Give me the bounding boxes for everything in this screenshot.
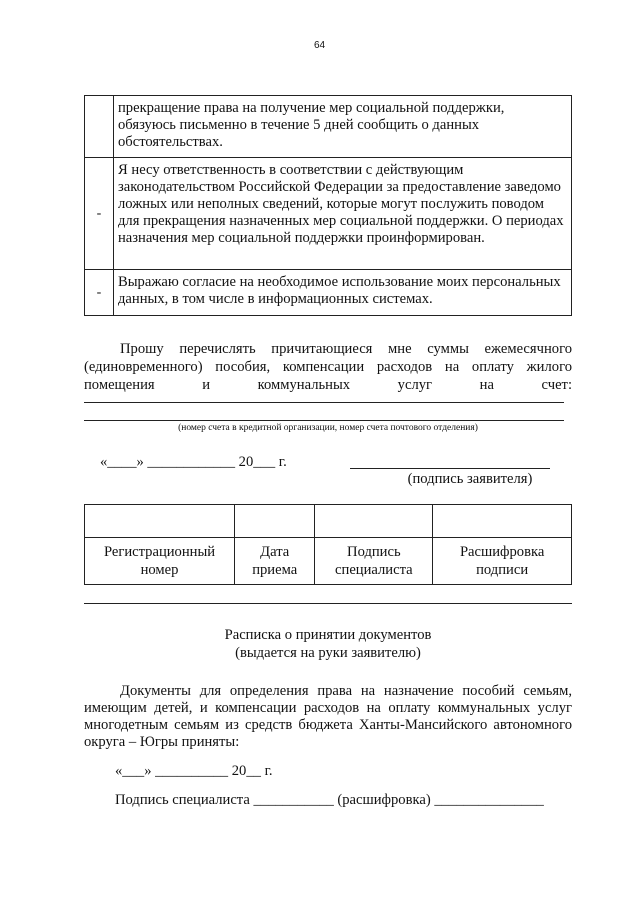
- registration-signature-cell[interactable]: [315, 505, 433, 538]
- separator-line: [84, 603, 572, 604]
- account-number-caption: (номер счета в кредитной организации, номер счета почтового отделения): [178, 423, 478, 433]
- consent-row: [85, 96, 572, 158]
- registration-header: Расшифровка подписи: [433, 538, 572, 585]
- registration-date-cell[interactable]: [235, 505, 315, 538]
- payment-request-text: Прошу перечислять причитающиеся мне суммы ежемесячного (единовременного) пособия, компенсации расходов на оплату жилого помещения и коммунальных услуг на счет:: [84, 341, 572, 393]
- page-number: 64: [313, 40, 326, 51]
- registration-blank-row: [85, 505, 572, 538]
- applicant-signature-line[interactable]: [350, 468, 550, 469]
- registration-header-row: [85, 538, 572, 585]
- registration-decoding-cell[interactable]: [433, 505, 572, 538]
- registration-header: Регистрационный номер: [85, 538, 235, 585]
- registration-number-cell[interactable]: [85, 505, 235, 538]
- consent-row: [85, 158, 572, 270]
- consent-table: [84, 95, 572, 316]
- registration-header: Дата приема: [235, 538, 315, 585]
- receipt-subtitle: (выдается на руки заявителю): [235, 645, 421, 661]
- account-number-line-2[interactable]: [84, 420, 564, 421]
- consent-row-text: прекращение права на получение мер социальной поддержки, обязуюсь письменно в течение 5 дней сообщить о данных обстоятельствах.: [114, 96, 572, 158]
- receipt-title: Расписка о принятии документов: [224, 627, 432, 643]
- consent-row-text: Я несу ответственность в соответствии с действующим законодательством Российской Федерации за предоставление заведомо ложных или неполных сведений, которые могут послужить поводом для прекращения назначенных мер социальной поддержки. О периодах назначения мер социальной поддержки проинформирован.: [114, 158, 572, 270]
- payment-request: [84, 340, 572, 394]
- account-number-line-1[interactable]: [84, 402, 564, 403]
- registration-header: Подпись специалиста: [315, 538, 433, 585]
- application-date-line: «____» ____________ 20___ г.: [100, 454, 287, 470]
- specialist-signature-line: Подпись специалиста ___________ (расшифровка) _______________: [115, 792, 544, 808]
- consent-row-mark: [85, 96, 114, 158]
- consent-row-mark: -: [85, 158, 114, 270]
- consent-row-text: Выражаю согласие на необходимое использование моих персональных данных, в том числе в информационных системах.: [114, 270, 572, 316]
- applicant-signature-caption: (подпись заявителя): [407, 471, 533, 487]
- registration-table: [84, 504, 572, 585]
- consent-row: [85, 270, 572, 316]
- receipt-body-text: Документы для определения права на назначение пособий семьям, имеющим детей, и компенсации расходов на оплату коммунальных услуг многодетным семьям из средств бюджета Ханты-Мансийского автономного округа – Югры приняты:: [84, 683, 572, 750]
- receipt-body: [84, 683, 572, 751]
- receipt-date-line: «___» __________ 20__ г.: [115, 763, 273, 779]
- receipt-heading: [84, 626, 572, 662]
- consent-row-mark: -: [85, 270, 114, 316]
